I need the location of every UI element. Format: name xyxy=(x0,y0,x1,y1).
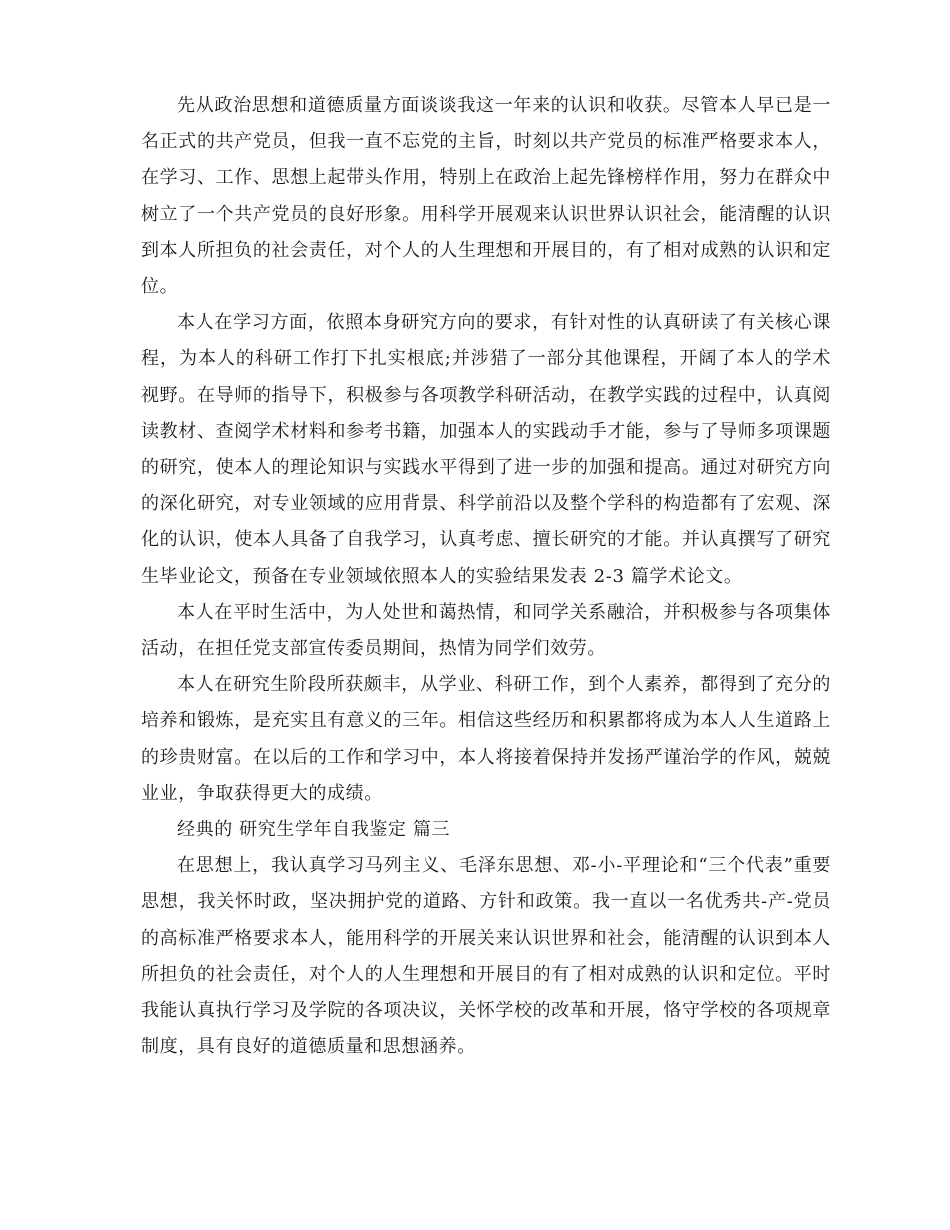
paragraph-section-three-thought: 在思想上，我认真学习马列主义、毛泽东思想、邓-小-平理论和“三个代表”重要思想，我关怀时政，坚决拥护党的道路、方针和政策。我一直以一名优秀共-产-党员的高标准严格要求本人，能用科学的开展关来认识世界和社会，能清醒的认识到本人所担负的社会责任，对个人的人生理想和开展目的有了相对成熟的认识和定位。平时我能认真执行学习及学院的各项决议，关怀学校的改革和开展，恪守学校的各项规章制度，具有良好的道德质量和思想涵养。 xyxy=(141,855,831,1058)
paragraph-life: 本人在平时生活中，为人处世和蔼热情，和同学关系融洽，并积极参与各项集体活动，在担任党支部宣传委员期间，热情为同学们效劳。 xyxy=(141,601,831,660)
section-heading: 经典的 研究生学年自我鉴定 篇三 xyxy=(177,819,451,841)
paragraph-political-thought: 先从政治思想和道德质量方面谈谈我这一年来的认识和收获。尽管本人早已是一名正式的共产党员，但我一直不忘党的主旨，时刻以共产党员的标准严格要求本人，在学习、工作、思想上起带头作用，特别上在政治上起先锋榜样作用，努力在群众中树立了一个共产党员的良好形象。用科学开展观来认识世界认识社会，能清醒的认识到本人所担负的社会责任，对个人的人生理想和开展目的，有了相对成熟的认识和定位。 xyxy=(141,95,831,298)
paragraph-summary: 本人在研究生阶段所获颇丰，从学业、科研工作，到个人素养，都得到了充分的培养和锻炼，是充实且有意义的三年。相信这些经历和积累都将成为本人人生道路上的珍贵财富。在以后的工作和学习中，本人将接着保持并发扬严谨治学的作风，兢兢业业，争取获得更大的成绩。 xyxy=(141,674,831,804)
paragraph-study: 本人在学习方面，依照本身研究方向的要求，有针对性的认真研读了有关核心课程，为本人的科研工作打下扎实根底;并涉猎了一部分其他课程，开阔了本人的学术视野。在导师的指导下，积极参与各项教学科研活动，在教学实践的过程中，认真阅读教材、查阅学术材料和参考书籍，加强本人的实践动手才能，参与了导师多项课题的研究，使本人的理论知识与实践水平得到了进一步的加强和提高。通过对研究方向的深化研究，对专业领域的应用背景、科学前沿以及整个学科的构造都有了宏观、深化的认识，使本人具备了自我学习，认真考虑、擅长研究的才能。并认真撰写了研究生毕业论文，预备在专业领域依照本人的实验结果发表 2-3 篇学术论文。 xyxy=(141,312,831,587)
document-body xyxy=(141,88,831,1065)
